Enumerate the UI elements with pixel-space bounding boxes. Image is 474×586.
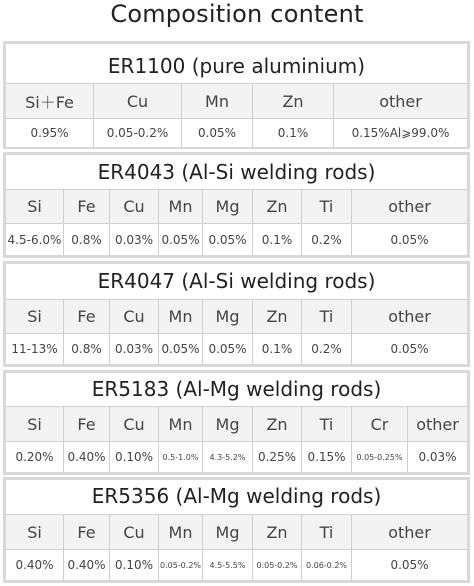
- value-cell: 4.3-5.2%: [203, 442, 253, 472]
- header-cell: other: [416, 414, 459, 434]
- value-cell: 0.05%: [203, 334, 253, 364]
- header-cell: Mn: [159, 407, 203, 441]
- header-cell: Ti: [302, 407, 352, 441]
- header-cell: Ti: [302, 515, 352, 549]
- composition-table-er4043: [3, 152, 470, 258]
- header-cell: Mg: [203, 515, 253, 549]
- value-cell: 0.2%: [302, 334, 352, 364]
- value-cell: 0.05-0.2%: [159, 550, 203, 580]
- value-cell: 0.05%: [390, 558, 429, 572]
- header-cell: Mg: [203, 190, 253, 223]
- value-cell: 0.05-0.2%: [94, 119, 182, 147]
- table-title: ER5356 (Al-Mg welding rods): [91, 484, 382, 508]
- value-cell: 0.05%: [182, 119, 253, 147]
- header-cell: Si: [6, 300, 64, 333]
- header-cell: Fe: [64, 515, 110, 549]
- value-cell: 0.8%: [64, 334, 110, 364]
- header-cell: other: [388, 522, 431, 542]
- table-title: ER5183 (Al-Mg welding rods): [91, 377, 382, 401]
- header-cell: Fe: [64, 300, 110, 333]
- value-cell: 0.1%: [253, 224, 302, 255]
- header-cell: Zn: [253, 407, 302, 441]
- value-cell: 4.5-5.5%: [203, 550, 253, 580]
- value-cell: 0.1%: [253, 334, 302, 364]
- table-title: ER4047 (Al-Si welding rods): [97, 269, 376, 293]
- header-cell: Zn: [253, 300, 302, 333]
- header-cell: Mn: [159, 300, 203, 333]
- value-cell: 0.40%: [6, 550, 64, 580]
- header-cell: Cu: [110, 407, 159, 441]
- header-cell: Si: [6, 407, 64, 441]
- value-cell: 0.06-0.2%: [302, 550, 352, 580]
- value-row: [6, 334, 467, 364]
- header-cell: Fe: [64, 407, 110, 441]
- value-cell: 0.05%: [203, 224, 253, 255]
- header-cell: Cu: [110, 515, 159, 549]
- page-title: Composition content: [110, 0, 364, 28]
- value-cell: 0.1%: [253, 119, 334, 147]
- value-row: [6, 550, 467, 580]
- header-cell: other: [388, 197, 431, 216]
- header-cell: other: [388, 307, 431, 326]
- value-cell: 0.05-0.2%: [253, 550, 302, 580]
- value-cell: 0.03%: [110, 334, 159, 364]
- value-cell: 0.10%: [110, 442, 159, 472]
- value-cell: 0.25%: [253, 442, 302, 472]
- header-cell: Zn: [253, 190, 302, 223]
- value-cell: 0.10%: [110, 550, 159, 580]
- header-cell: Mg: [203, 300, 253, 333]
- value-row: [6, 224, 467, 255]
- header-cell: Cu: [94, 84, 182, 118]
- header-cell: Cr: [352, 407, 408, 441]
- value-cell: 0.40%: [64, 442, 110, 472]
- value-cell: 0.15%: [302, 442, 352, 472]
- value-cell: 0.05%: [390, 342, 429, 356]
- header-row: [6, 515, 467, 549]
- header-row: [6, 84, 467, 118]
- value-cell: 0.8%: [64, 224, 110, 255]
- value-cell: 0.05%: [390, 232, 429, 247]
- header-cell: Zn: [253, 515, 302, 549]
- value-row: [6, 119, 467, 147]
- header-cell: Ti: [302, 190, 352, 223]
- header-cell: Fe: [64, 190, 110, 223]
- composition-table-er4047: [3, 261, 470, 367]
- table-title: ER1100 (pure aluminium): [107, 54, 366, 78]
- header-row: [6, 300, 467, 333]
- value-cell: 0.15%Al⩾99.0%: [351, 126, 450, 140]
- header-cell: Si: [6, 515, 64, 549]
- table-title: ER4043 (Al-Si welding rods): [97, 160, 376, 184]
- header-cell: Si: [6, 190, 64, 223]
- header-cell: Mg: [203, 407, 253, 441]
- composition-table-er1100: [3, 41, 470, 149]
- header-cell: other: [379, 91, 422, 111]
- header-row: [6, 190, 467, 223]
- header-cell: Si＋Fe: [6, 84, 94, 118]
- value-row: [6, 442, 467, 472]
- header-cell: Zn: [253, 84, 334, 118]
- value-cell: 11-13%: [6, 334, 64, 364]
- composition-table-er5183: [3, 370, 470, 475]
- header-cell: Mn: [182, 84, 253, 118]
- header-cell: Mn: [159, 515, 203, 549]
- value-cell: 0.05-0.25%: [352, 442, 408, 472]
- header-row: [6, 407, 467, 441]
- value-cell: 0.03%: [110, 224, 159, 255]
- value-cell: 0.03%: [418, 450, 457, 464]
- header-cell: Mn: [159, 190, 203, 223]
- value-cell: 0.05%: [159, 334, 203, 364]
- header-cell: Cu: [110, 300, 159, 333]
- value-cell: 0.2%: [302, 224, 352, 255]
- value-cell: 0.20%: [6, 442, 64, 472]
- value-cell: 0.95%: [6, 119, 94, 147]
- value-cell: 0.40%: [64, 550, 110, 580]
- header-cell: Ti: [302, 300, 352, 333]
- value-cell: 4.5-6.0%: [6, 224, 64, 255]
- value-cell: 0.05%: [159, 224, 203, 255]
- composition-table-er5356: [3, 477, 470, 583]
- header-cell: Cu: [110, 190, 159, 223]
- value-cell: 0.5-1.0%: [159, 442, 203, 472]
